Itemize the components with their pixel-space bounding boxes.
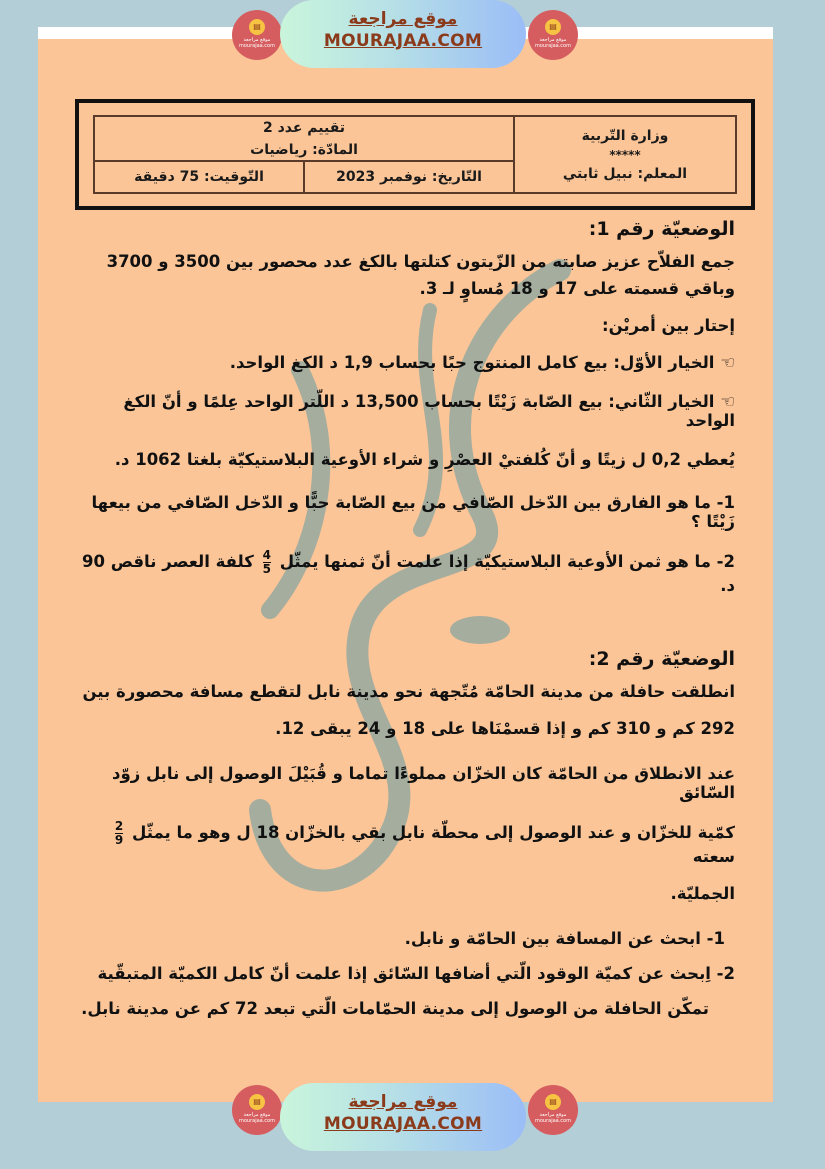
exam-title: تقييم عدد 2 xyxy=(262,119,346,136)
site-banner-top[interactable] xyxy=(280,0,526,68)
logo-badge-top-left[interactable] xyxy=(232,10,282,60)
situation-2-text-line4 xyxy=(80,820,735,866)
logo-badge-top-right[interactable] xyxy=(528,10,578,60)
book-icon: ▤ xyxy=(545,1094,561,1110)
option-2-line1: ☜ الخيار الثّاني: بيع الصّابة زَيْتًا بحساب 13,500 د اللّتر الواحد عِلمًا و أنّ الكغ الواحد xyxy=(123,392,735,430)
badge-caption: موقع مراجعة xyxy=(539,1112,567,1118)
banner-arabic-text[interactable]: موقع مراجعة xyxy=(348,9,458,29)
question-2-line2: تمكّن الحافلة من الوصول إلى مدينة الحمّامات الّتي تبعد 72 كم عن مدينة نابل. xyxy=(81,999,709,1018)
situation-2-text-line5: الجمليّة. xyxy=(670,884,735,903)
fraction-4-5: $\frac{4}{5}$ xyxy=(262,548,271,576)
badge-caption-latin: mourajaa.com xyxy=(534,1118,571,1124)
ministry-name: وزارة التّربية xyxy=(581,127,669,144)
exam-date: التّاريخ: نوفمبر 2023 xyxy=(305,162,515,192)
option-1: ☜ الخيار الأوّل: بيع كامل المنتوج حبًا بحساب 1,9 د الكغ الواحد. xyxy=(229,353,735,372)
teacher-name: المعلم: نبيل ثابتي xyxy=(562,165,688,182)
fraction-2-9: $\frac{2}{9}$ xyxy=(114,819,124,847)
logo-badge-bottom-left[interactable] xyxy=(232,1085,282,1135)
badge-caption: موقع مراجعة xyxy=(243,1112,271,1118)
header-ministry-cell xyxy=(515,117,735,192)
question-1: 1- ابحث عن المسافة بين الحامّة و نابل. xyxy=(404,929,725,948)
situation-2-heading: الوضعيّة رقم 2: xyxy=(588,648,735,670)
situation-2-text-line3: عند الانطلاق من الحامّة كان الخزّان مملوءًا تماما و قُبَيْلَ الوصول إلى نابل زوّد السّائق xyxy=(111,764,735,802)
badge-caption-latin: mourajaa.com xyxy=(238,1118,275,1124)
choice-intro: إحتار بين أمريْن: xyxy=(601,316,735,335)
question-2 xyxy=(80,549,735,595)
line4-text-end: سعته xyxy=(692,847,735,866)
book-icon: ▤ xyxy=(545,19,561,35)
badge-caption: موقع مراجعة xyxy=(539,37,567,43)
question-1: 1- ما هو الفارق بين الدّخل الصّافي من بيع الصّابة حبًّا و الدّخل الصّافي من بيعها زَيْتًا ؟ xyxy=(91,493,735,531)
exam-header-table xyxy=(75,99,755,210)
book-icon: ▤ xyxy=(249,19,265,35)
badge-caption: موقع مراجعة xyxy=(243,37,271,43)
banner-site-link[interactable]: MOURAJAA.COM xyxy=(323,1114,483,1134)
banner-arabic-text[interactable]: موقع مراجعة xyxy=(348,1092,458,1112)
book-icon: ▤ xyxy=(249,1094,265,1110)
situation-2-text-line2: 292 كم و 310 كم و إذا قسمْنَاها على 18 و 24 يبقى 12. xyxy=(275,719,735,738)
situation-2 xyxy=(80,648,735,1018)
situation-1-text-line2: وباقي قسمته على 17 و 18 مُساوٍ لـ 3. xyxy=(419,279,735,298)
situation-1 xyxy=(80,218,735,595)
line4-text: كمّية للخزّان و عند الوصول إلى محطّة نابل بقي بالخزّان 18 ل وهو ما يمثّل xyxy=(132,823,735,842)
question-2-text-end: كلفة العصر ناقص 90 د. xyxy=(82,552,735,595)
situation-2-text-line1: انطلقت حافلة من مدينة الحامّة مُتّجهة نحو مدينة نابل لتقطع مسافة محصورة بين xyxy=(82,682,735,701)
option-2-line2: يُعطي 0,2 ل زيتًا و أنّ كُلفتيْ العصْرِ و شراء الأوعية البلاستيكيّة بلغتا 1062 د. xyxy=(114,450,735,469)
badge-caption-latin: mourajaa.com xyxy=(534,43,571,49)
logo-badge-bottom-right[interactable] xyxy=(528,1085,578,1135)
situation-1-text-line1: جمع الفلاّح عزيز صابته من الزّيتون كتلتها بالكغ عدد محصور بين 3500 و 3700 xyxy=(106,252,735,271)
banner-site-link[interactable]: MOURAJAA.COM xyxy=(323,31,483,51)
question-2-text: 2- ما هو ثمن الأوعية البلاستيكيّة إذا علمت أنّ ثمنها يمثّل xyxy=(279,552,735,571)
situation-1-heading: الوضعيّة رقم 1: xyxy=(588,218,735,240)
stars-separator: ***** xyxy=(609,147,641,162)
badge-caption-latin: mourajaa.com xyxy=(238,43,275,49)
site-banner-bottom[interactable] xyxy=(280,1083,526,1151)
exam-duration: التّوقيت: 75 دقيقة xyxy=(95,162,305,192)
exam-subject: المادّة: رياضيات xyxy=(250,141,358,158)
question-2-line1: 2- اِبحث عن كميّة الوقود الّتي أضافها السّائق إذا علمت أنّ كامل الكميّة المتبقّية xyxy=(97,964,735,983)
header-title-cell xyxy=(95,117,515,162)
